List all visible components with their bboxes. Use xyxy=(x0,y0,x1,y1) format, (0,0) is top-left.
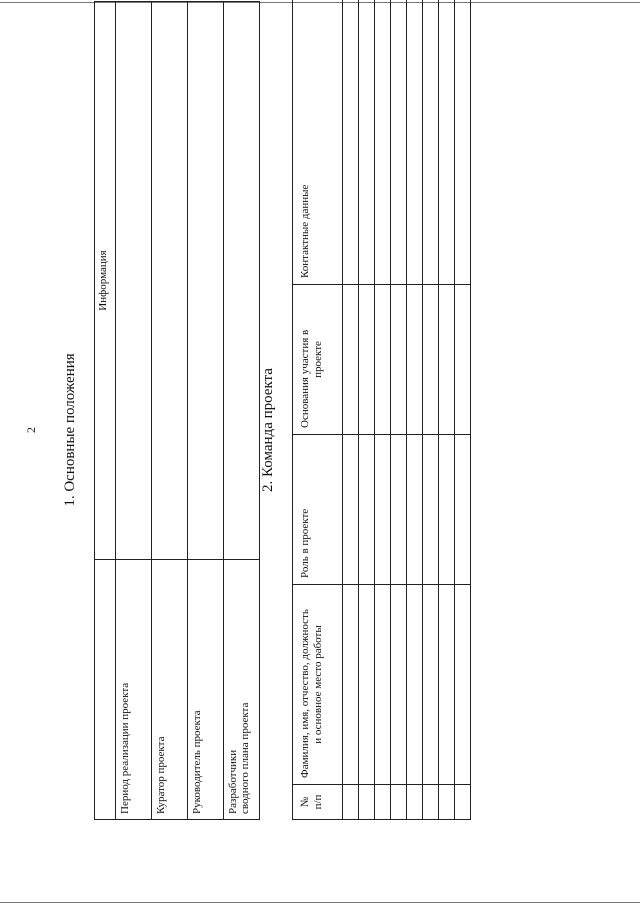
info-header xyxy=(95,2,116,560)
project-team-table xyxy=(292,0,471,820)
table-cell[interactable] xyxy=(375,785,391,820)
table-cell[interactable] xyxy=(439,785,455,820)
col-number-line1: № xyxy=(299,796,311,808)
table-cell[interactable] xyxy=(375,585,391,785)
row-label xyxy=(224,560,260,820)
row-label: Руководитель проекта xyxy=(188,560,224,820)
row-value[interactable] xyxy=(116,2,152,560)
table-cell[interactable] xyxy=(407,0,423,285)
table-row xyxy=(423,0,439,820)
main-provisions-table xyxy=(94,1,260,820)
table-cell[interactable] xyxy=(359,785,375,820)
col-number-header xyxy=(293,785,343,820)
table-cell[interactable] xyxy=(455,785,471,820)
col-contacts-header xyxy=(293,0,343,285)
table-cell[interactable] xyxy=(375,285,391,435)
blank-header-cell xyxy=(95,560,116,820)
table-cell[interactable] xyxy=(343,785,359,820)
table-cell[interactable] xyxy=(391,285,407,435)
table-cell[interactable] xyxy=(359,0,375,285)
table-row xyxy=(343,0,359,820)
table-cell[interactable] xyxy=(407,285,423,435)
table-cell[interactable] xyxy=(455,0,471,285)
table-cell[interactable] xyxy=(375,435,391,585)
section1-heading: 1. Основные положения xyxy=(62,353,78,507)
table-cell[interactable] xyxy=(439,435,455,585)
table-cell[interactable] xyxy=(439,285,455,435)
table-cell[interactable] xyxy=(455,585,471,785)
table-cell[interactable] xyxy=(343,285,359,435)
table-row xyxy=(152,2,188,820)
col-name-header xyxy=(293,585,343,785)
page-number: 2 xyxy=(24,427,38,433)
col-contacts-line1: Контактные данные xyxy=(299,184,311,278)
col-number-line2: п/п xyxy=(312,794,324,810)
row-label: Период реализации проекта xyxy=(116,560,152,820)
row-value[interactable] xyxy=(224,2,260,560)
col-basis-header xyxy=(293,285,343,435)
table-cell[interactable] xyxy=(455,435,471,585)
table-cell[interactable] xyxy=(439,585,455,785)
table-cell[interactable] xyxy=(391,785,407,820)
table-header-row xyxy=(293,0,343,820)
col-basis-line2: проекте xyxy=(312,341,324,378)
table-cell[interactable] xyxy=(391,585,407,785)
row-label: Куратор проекта xyxy=(152,560,188,820)
col-role-header xyxy=(293,435,343,585)
table-row xyxy=(188,2,224,820)
col-name-line1: Фамилия, имя, отчество, должность xyxy=(299,609,311,778)
table-row xyxy=(439,0,455,820)
table-cell[interactable] xyxy=(343,0,359,285)
table-row xyxy=(455,0,471,820)
table-cell[interactable] xyxy=(407,785,423,820)
col-name-line2: и основное место работы xyxy=(312,625,324,744)
table-cell[interactable] xyxy=(423,285,439,435)
table-cell[interactable] xyxy=(439,0,455,285)
table-cell[interactable] xyxy=(359,585,375,785)
page-bottom-edge xyxy=(0,902,640,903)
table-row xyxy=(391,0,407,820)
info-header-label: Информация xyxy=(97,250,109,311)
rotated-page-content xyxy=(24,0,602,860)
table-header-row xyxy=(95,2,116,820)
table-cell[interactable] xyxy=(343,585,359,785)
table-row xyxy=(116,2,152,820)
col-role-line1: Роль в проекте xyxy=(299,508,311,578)
table-cell[interactable] xyxy=(455,285,471,435)
table-cell[interactable] xyxy=(359,435,375,585)
row-value[interactable] xyxy=(152,2,188,560)
row-label-line2: сводного плана проекта xyxy=(239,702,251,814)
table-cell[interactable] xyxy=(423,585,439,785)
table-cell[interactable] xyxy=(423,0,439,285)
row-value[interactable] xyxy=(188,2,224,560)
table-cell[interactable] xyxy=(423,785,439,820)
table-row xyxy=(407,0,423,820)
row-label-line1: Разработчики xyxy=(227,749,239,814)
table-row xyxy=(224,2,260,820)
table-cell[interactable] xyxy=(375,0,391,285)
table-cell[interactable] xyxy=(359,285,375,435)
table-cell[interactable] xyxy=(423,435,439,585)
section2-heading: 2. Команда проекта xyxy=(260,368,276,492)
table-row xyxy=(375,0,391,820)
team-rows xyxy=(343,0,471,820)
table-cell[interactable] xyxy=(391,0,407,285)
col-basis-line1: Основания участия в xyxy=(299,329,311,428)
table-row xyxy=(359,0,375,820)
table-cell[interactable] xyxy=(391,435,407,585)
table-cell[interactable] xyxy=(407,585,423,785)
table-cell[interactable] xyxy=(407,435,423,585)
table-cell[interactable] xyxy=(343,435,359,585)
